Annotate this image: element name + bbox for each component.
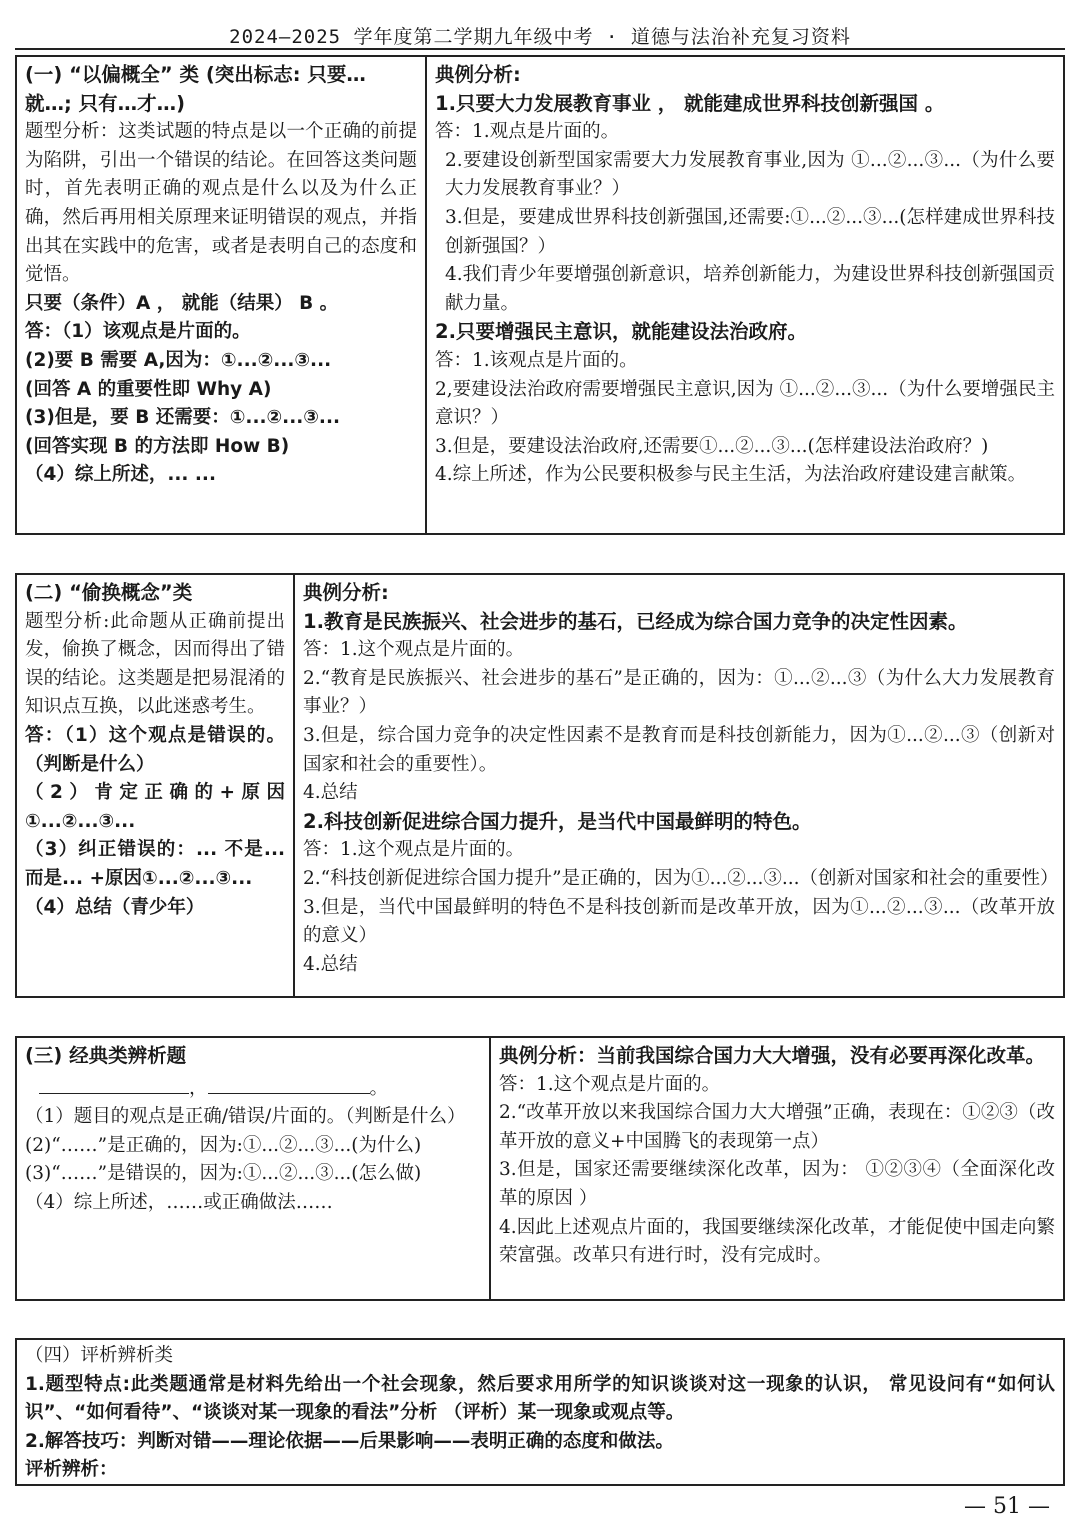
text-line: 4.总结 (303, 953, 358, 975)
text-line: （2）肯定正确的+原因①...②...③... (25, 782, 285, 832)
text-line: 1.教育是民族振兴、社会进步的基石，已经成为综合国力竞争的决定性因素。 (303, 609, 968, 633)
section-3-box (15, 1036, 1065, 1301)
text-line: 答：1.观点是片面的。 (435, 121, 620, 143)
text-line: 4.综上所述，作为公民要积极参与民主生活，为法治政府建设建言献策。 (435, 464, 1027, 486)
section-3-blanks (25, 1071, 481, 1104)
text-line: 典例分析: (435, 63, 521, 86)
text-line: (3)“……”是错误的，因为:①...②...③...(怎么做) (25, 1163, 422, 1185)
text-line: 评析辨析： (25, 1459, 118, 1481)
section-1-box (15, 55, 1065, 535)
page-header: 2024—2025 学年度第二学期九年级中考 · 道德与法治补充复习资料 (229, 26, 851, 48)
text-line: （1）题目的观点是正确/错误/片面的。（判断是什么） (25, 1106, 466, 1128)
text-line: 3.但是，要建成世界科技创新强国,还需要:①...②...③...(怎样建成世界科技创新强国？） (445, 206, 1055, 257)
section-1-left (17, 57, 425, 533)
text-line: 答：1.这个观点是片面的。 (303, 839, 525, 861)
section-2-left (17, 575, 293, 996)
text-line: 2.科技创新促进综合国力提升，是当代中国最鲜明的特色。 (303, 809, 812, 833)
page-number: — 51 — (964, 1494, 1050, 1519)
text-line: （4）综上所述，... ... (25, 464, 216, 486)
text-line: 3.但是，国家还需要继续深化改革，因为： ①②③④（全面深化改革的原因 ） (499, 1159, 1055, 1209)
text-line: 4.我们青少年要增强创新意识，培养创新能力，为建设世界科技创新强国贡献力量。 (445, 264, 1055, 314)
text-line: 2.要建设创新型国家需要大力发展教育事业,因为 ①...②...③...（为什么要大力发展教育事业？） (445, 149, 1055, 200)
text-line: 2.解答技巧：判断对错——理论依据——后果影响——表明正确的态度和做法。 (25, 1430, 674, 1452)
section-2-box (15, 573, 1065, 998)
text-line: 题型分析：这类试题的特点是以一个正确的前提为陷阱，引出一个错误的结论。在回答这类问题时，首先表明正确的观点是什么以及为什么正确，然后再用相关原理来证明错误的观点，并指出其在实践中的危害，或者是表明自己的态度和觉悟。 (25, 121, 417, 286)
text-line: (2)“……”是正确的，因为:①...②...③...(为什么) (25, 1134, 422, 1156)
fill-blank-1[interactable] (39, 1071, 189, 1094)
text-line: (回答 A 的重要性即 Why A) (25, 378, 272, 400)
section-3-right (489, 1038, 1063, 1299)
text-line: (回答实现 B 的方法即 How B) (25, 435, 290, 457)
section-1-right (425, 57, 1063, 533)
text-line: (二) “偷换概念”类 (25, 581, 193, 604)
text-line: (一) “以偏概全” 类 (突出标志: 只要… (25, 63, 366, 86)
section-4-box (15, 1338, 1065, 1486)
blank-period: 。 (369, 1077, 389, 1099)
text-line: 4.因此上述观点片面的，我国要继续深化改革，才能促使中国走向繁荣富强。改革只有进行时，没有完成时。 (499, 1216, 1055, 1267)
section-3-left (17, 1038, 489, 1299)
text-line: 典例分析：当前我国综合国力大大增强，没有必要再深化改革。 (499, 1044, 1046, 1067)
fill-blank-2[interactable] (208, 1071, 370, 1094)
text-line: 1.只要大力发展教育事业 ， 就能建成世界科技创新强国 。 (435, 91, 945, 115)
section-3-title: (三) 经典类辨析题 (25, 1044, 187, 1067)
text-line: 答：（1）这个观点是错误的。（判断是什么） (25, 724, 285, 775)
text-line: （四）评析辨析类 (25, 1345, 174, 1366)
text-line: 3.但是，要建设法治政府,还需要①...②...③...(怎样建设法治政府？) (435, 435, 989, 457)
text-line: 题型分析:此命题从正确前提出发，偷换了概念，因而得出了错误的结论。这类题是把易混淆的知识点互换，以此迷惑考生。 (25, 610, 285, 718)
text-line: 1.题型特点:此类题通常是材料先给出一个社会现象，然后要求用所学的知识谈谈对这一现象的认识， 常见设问有“如何认识”、“如何看待”、“谈谈对某一现象的看法”分析 （评析）某一现象或观点等。 (25, 1373, 1055, 1424)
text-line: 只要（条件）A ， 就能（结果） B 。 (25, 292, 339, 314)
text-line: 2.“教育是民族振兴、社会进步的基石”是正确的，因为：①...②...③（为什么大力发展教育事业？） (303, 667, 1055, 718)
text-line: 4.总结 (303, 782, 358, 804)
text-line: 3.但是，当代中国最鲜明的特色不是科技创新而是改革开放，因为①...②...③...（改革开放的意义） (303, 896, 1055, 947)
text-line: （3）纠正错误的：... 不是... 而是... +原因①...②...③... (25, 839, 285, 889)
text-line: 3.但是，综合国力竞争的决定性因素不是教育而是科技创新能力，因为①...②...③（创新对国家和社会的重要性）。 (303, 724, 1055, 775)
blank-comma: ， (189, 1077, 208, 1099)
text-line: 答：1.这个观点是片面的。 (303, 639, 525, 661)
text-line: 2.只要增强民主意识，就能建设法治政府。 (435, 320, 807, 344)
text-line: 2.“改革开放以来我国综合国力大大增强”正确，表现在：①②③（改革开放的意义+中国腾飞的表现第一点） (499, 1102, 1055, 1152)
text-line: 答：1.该观点是片面的。 (435, 349, 638, 371)
header-rule (15, 48, 1065, 50)
section-3-left-lines (25, 1103, 481, 1217)
text-line: （4）综上所述，……或正确做法…… (25, 1191, 333, 1213)
text-line: 答：1.这个观点是片面的。 (499, 1073, 721, 1095)
text-line: (3)但是，要 B 还需要：①...②...③... (25, 407, 341, 429)
text-line: 典例分析: (303, 581, 389, 604)
text-line: (2)要 B 需要 A,因为：①...②...③... (25, 349, 332, 371)
text-line: （4）总结（青少年） (25, 896, 205, 918)
section-2-right (293, 575, 1063, 996)
text-line: 2,要建设法治政府需要增强民主意识,因为 ①...②...③...（为什么要增强民主意识？） (435, 378, 1055, 429)
text-line: 答：（1）该观点是片面的。 (25, 321, 251, 343)
text-line: 2.“科技创新促进综合国力提升”是正确的，因为①...②...③...（创新对国家和社会的重要性） (303, 867, 1059, 889)
section-4-content (17, 1340, 1063, 1484)
text-line: 就…; 只有…才…) (25, 91, 185, 115)
